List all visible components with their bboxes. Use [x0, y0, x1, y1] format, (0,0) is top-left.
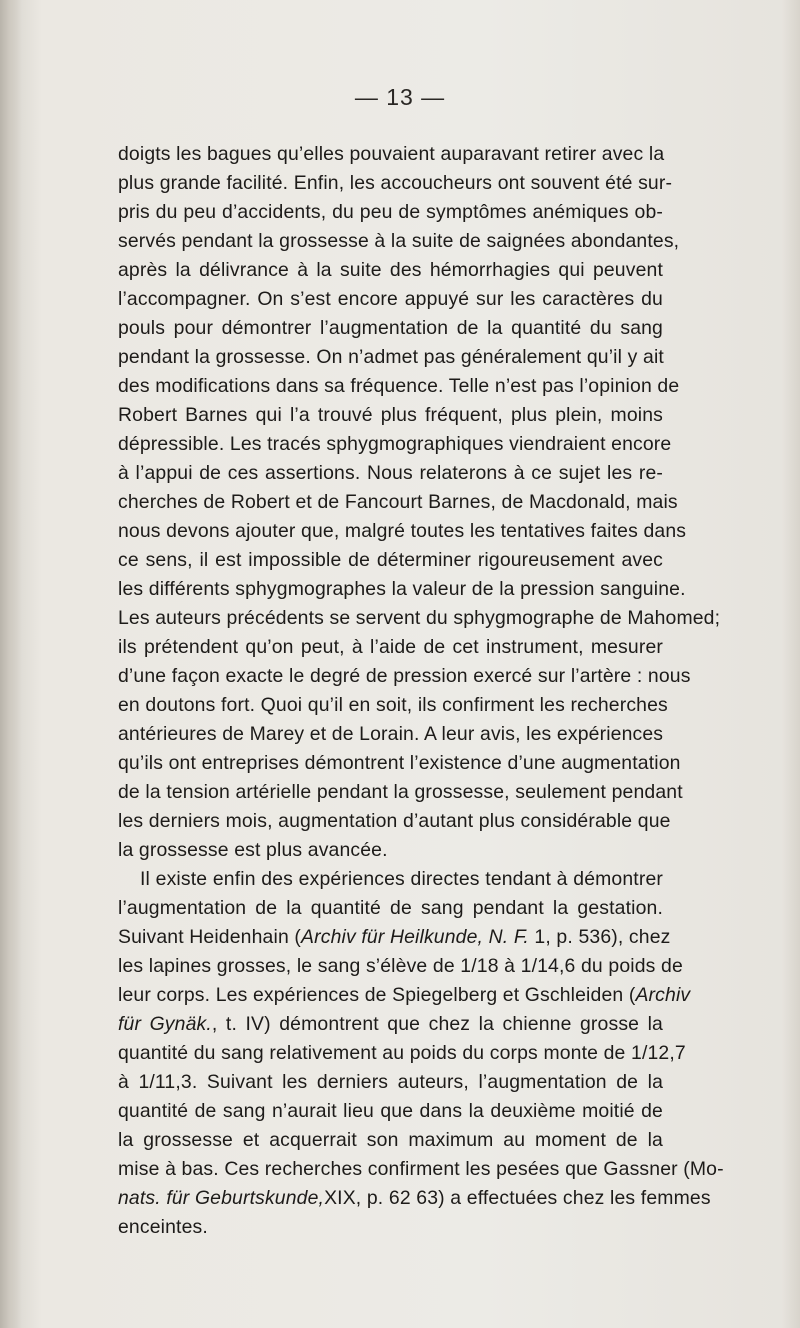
italic-citation: Archiv [635, 984, 691, 1006]
text-line: servés pendant la grossesse à la suite de saignées abondantes, [118, 230, 680, 252]
text-line: cherches de Robert et de Fancourt Barnes, de Macdonald, mais [118, 491, 678, 513]
text-line [118, 981, 691, 1010]
text-line: la grossesse est plus avancée. [118, 839, 388, 861]
text-line: des modifications dans sa fréquence. Telle n’est pas l’opinion de [118, 375, 680, 397]
text-line: ils prétendent qu’on peut, à l’aide de cet instrument, mesurer [118, 636, 663, 658]
text-fragment: 1, p. 536), chez [528, 926, 671, 948]
text-line: doigts les bagues qu’elles pouvaient auparavant retirer avec la [118, 143, 665, 165]
text-line: d’une façon exacte le degré de pression exercé sur l’artère : nous [118, 665, 691, 687]
italic-citation: nats. für Geburtskunde, [118, 1187, 325, 1209]
text-line: pouls pour démontrer l’augmentation de la quantité du sang [118, 317, 663, 339]
text-fragment: XIX, p. 62 63) a effectuées chez les femmes [324, 1187, 711, 1209]
text-line: Il existe enfin des expériences directes tendant à démontrer [140, 868, 663, 890]
text-line: pendant la grossesse. On n’admet pas généralement qu’il y ait [118, 346, 664, 368]
text-line: les derniers mois, augmentation d’autant plus considérable que [118, 810, 671, 832]
text-line: quantité du sang relativement au poids du corps monte de 1/12,7 [118, 1042, 686, 1064]
text-line: les lapines grosses, le sang s’élève de 1/18 à 1/14,6 du poids de [118, 955, 683, 977]
text-line [118, 1010, 663, 1039]
text-line: en doutons fort. Quoi qu’il en soit, ils confirment les recherches [118, 694, 668, 716]
text-line: de la tension artérielle pendant la grossesse, seulement pendant [118, 781, 683, 803]
text-line: la grossesse et acquerrait son maximum au moment de la [118, 1129, 663, 1151]
text-line: ce sens, il est impossible de déterminer rigoureusement avec [118, 549, 663, 571]
text-line [118, 923, 671, 952]
text-fragment: leur corps. Les expériences de Spiegelberg et Gschleiden ( [118, 984, 636, 1006]
text-line: mise à bas. Ces recherches confirment les pesées que Gassner (Mo- [118, 1158, 724, 1180]
page-edge [782, 0, 800, 1328]
body-text [118, 140, 724, 1242]
text-line: Les auteurs précédents se servent du sphygmographe de Mahomed; [118, 607, 721, 629]
text-line: les différents sphygmographes la valeur de la pression sanguine. [118, 578, 686, 600]
text-line: dépressible. Les tracés sphygmographiques viendraient encore [118, 433, 672, 455]
text-line: Robert Barnes qui l’a trouvé plus fréquent, plus plein, moins [118, 404, 663, 426]
text-line: à l’appui de ces assertions. Nous relaterons à ce sujet les re- [118, 462, 663, 484]
text-line: à 1/11,3. Suivant les derniers auteurs, l’augmentation de la [118, 1071, 663, 1093]
text-line: l’augmentation de la quantité de sang pendant la gestation. [118, 897, 663, 919]
italic-citation: für Gynäk. [118, 1013, 212, 1035]
text-line: antérieures de Marey et de Lorain. A leur avis, les expériences [118, 723, 664, 745]
text-fragment: Suivant Heidenhain ( [118, 926, 302, 948]
page-number: — 13 — [354, 84, 446, 110]
text-line: quantité de sang n’aurait lieu que dans la deuxième moitié de [118, 1100, 663, 1122]
text-line: plus grande facilité. Enfin, les accoucheurs ont souvent été sur- [118, 172, 673, 194]
text-line [118, 1184, 711, 1213]
text-line: pris du peu d’accidents, du peu de symptômes anémiques ob- [118, 201, 663, 223]
text-line: après la délivrance à la suite des hémorrhagies qui peuvent [118, 259, 663, 281]
text-line: l’accompagner. On s’est encore appuyé sur les caractères du [118, 288, 663, 310]
text-line: nous devons ajouter que, malgré toutes les tentatives faites dans [118, 520, 687, 542]
text-fragment: , t. IV) démontrent que chez la chienne grosse la [211, 1013, 663, 1035]
text-line: qu’ils ont entreprises démontrent l’existence d’une augmentation [118, 752, 681, 774]
italic-citation: Archiv für Heilkunde, N. F. [301, 926, 529, 948]
text-line: enceintes. [118, 1216, 208, 1238]
binding-shadow [0, 0, 22, 1328]
